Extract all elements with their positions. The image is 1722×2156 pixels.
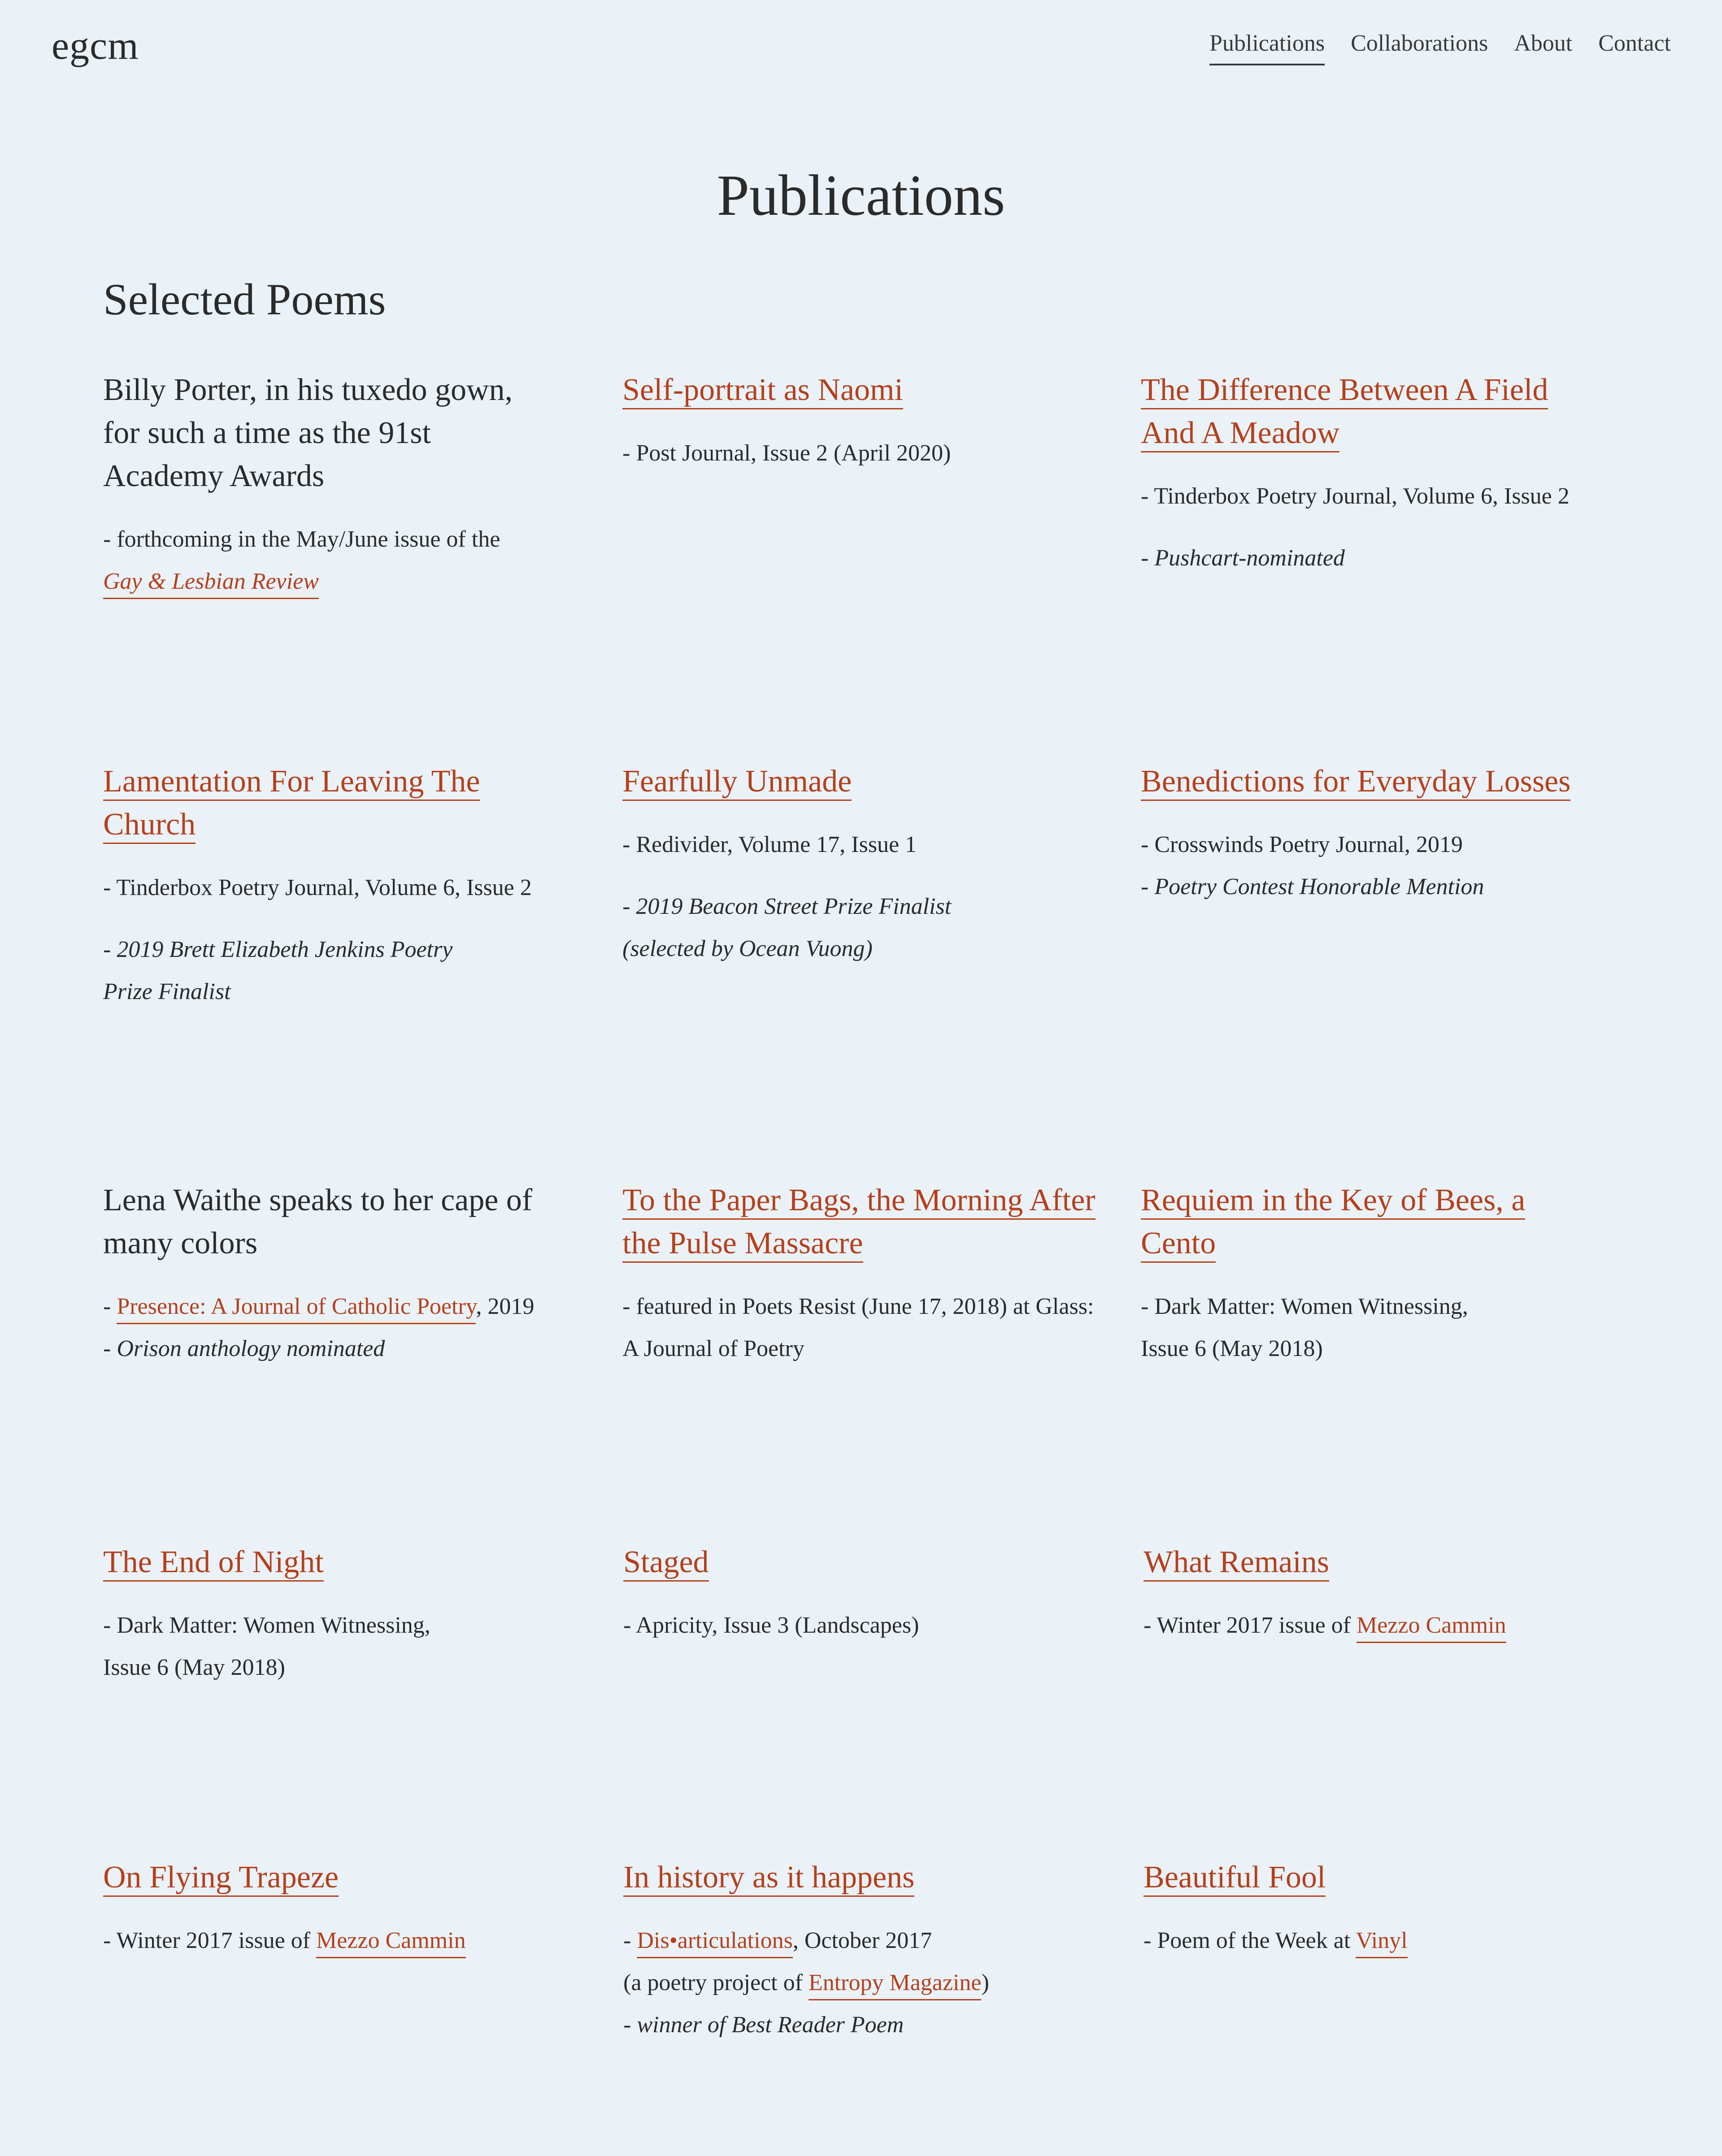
poem-title-link[interactable]: Requiem in the Key of Bees, a Cento bbox=[1141, 1179, 1535, 1265]
nav-publications[interactable]: Publications bbox=[1209, 30, 1325, 65]
poem-entry bbox=[1144, 1856, 1596, 1962]
poem-title-link[interactable]: To the Paper Bags, the Morning After the Pulse Massacre bbox=[622, 1179, 1102, 1265]
poem-entry bbox=[1144, 1541, 1596, 1647]
nav-contact[interactable]: Contact bbox=[1598, 30, 1671, 56]
poem-publication: - Tinderbox Poetry Journal, Volume 6, Issue 2 bbox=[103, 875, 532, 900]
poem-entry bbox=[103, 1541, 543, 1689]
poem-title-link[interactable]: The End of Night bbox=[103, 1541, 543, 1584]
poem-entry bbox=[623, 1856, 1076, 2046]
site-logo[interactable]: egcm bbox=[52, 24, 139, 68]
publication-link[interactable]: Mezzo Cammin bbox=[316, 1928, 466, 1958]
poem-entry bbox=[1141, 369, 1594, 579]
poem-publication: - Crosswinds Poetry Journal, 2019 bbox=[1141, 832, 1463, 857]
publication-link[interactable]: Dis•articulations bbox=[637, 1928, 792, 1958]
nav-about[interactable]: About bbox=[1514, 30, 1573, 56]
poem-publication: - Poem of the Week at Vinyl bbox=[1144, 1920, 1596, 1962]
poem-note: - Pushcart-nominated bbox=[1141, 545, 1345, 571]
poem-entry bbox=[103, 1856, 543, 1962]
poem-note: - Poetry Contest Honorable Mention bbox=[1141, 874, 1484, 900]
poem-entry bbox=[1141, 1179, 1535, 1370]
poem-publication: - Dark Matter: Women Witnessing, Issue 6 (May 2018) bbox=[1141, 1294, 1468, 1361]
poem-title-link[interactable]: Fearfully Unmade bbox=[622, 760, 1075, 803]
poem-entry bbox=[622, 760, 1075, 970]
poem-publication: - forthcoming in the May/June issue of the Gay & Lesbian Review bbox=[103, 518, 543, 603]
section-title: Selected Poems bbox=[103, 274, 386, 324]
main-nav bbox=[1209, 30, 1671, 65]
poem-publication: - Dark Matter: Women Witnessing, Issue 6 (May 2018) bbox=[103, 1613, 430, 1680]
poem-note: - winner of Best Reader Poem bbox=[623, 2012, 904, 2038]
publication-link[interactable]: Presence: A Journal of Catholic Poetry bbox=[117, 1294, 476, 1324]
publication-link[interactable]: Mezzo Cammin bbox=[1357, 1613, 1506, 1643]
poem-publication-note: (a poetry project of Entropy Magazine) bbox=[623, 1962, 1076, 2004]
nav-collaborations[interactable]: Collaborations bbox=[1351, 30, 1488, 56]
poem-publication: - featured in Poets Resist (June 17, 2018) at Glass: A Journal of Poetry bbox=[622, 1294, 1094, 1361]
poem-entry bbox=[622, 369, 1075, 474]
poem-note: - 2019 Beacon Street Prize Finalist (selected by Ocean Vuong) bbox=[622, 894, 952, 961]
poem-entry bbox=[103, 760, 543, 1013]
poem-note: - Orison anthology nominated bbox=[103, 1336, 385, 1361]
poem-publication: - Redivider, Volume 17, Issue 1 bbox=[622, 832, 917, 857]
poem-title-link[interactable]: On Flying Trapeze bbox=[103, 1856, 543, 1899]
publication-link[interactable]: Vinyl bbox=[1356, 1928, 1407, 1958]
poem-title-link[interactable]: Beautiful Fool bbox=[1144, 1856, 1596, 1899]
poem-title-link[interactable]: Staged bbox=[623, 1541, 1076, 1584]
magazine-link[interactable]: Entropy Magazine bbox=[809, 1970, 982, 2000]
poem-title-link[interactable]: Lamentation For Leaving The Church bbox=[103, 760, 543, 846]
poem-entry bbox=[103, 369, 543, 603]
poem-publication: - Winter 2017 issue of Mezzo Cammin bbox=[1144, 1604, 1596, 1647]
page-title: Publications bbox=[717, 163, 1005, 228]
poem-publication: - Dis•articulations, October 2017 bbox=[623, 1920, 1076, 1962]
poem-publication: - Winter 2017 issue of Mezzo Cammin bbox=[103, 1920, 543, 1962]
poem-title: Lena Waithe speaks to her cape of many colors bbox=[103, 1183, 533, 1261]
poem-publication: - Presence: A Journal of Catholic Poetry, 2019 bbox=[103, 1286, 543, 1328]
poem-entry bbox=[622, 1179, 1102, 1370]
poem-title: Billy Porter, in his tuxedo gown, for such a time as the 91st Academy Awards bbox=[103, 373, 513, 493]
poem-entry bbox=[623, 1541, 1076, 1647]
poem-title-link[interactable]: In history as it happens bbox=[623, 1856, 1076, 1899]
poem-title-link[interactable]: The Difference Between A Field And A Meadow bbox=[1141, 369, 1594, 455]
poem-publication: - Post Journal, Issue 2 (April 2020) bbox=[622, 440, 951, 466]
poem-note: - 2019 Brett Elizabeth Jenkins Poetry Prize Finalist bbox=[103, 937, 453, 1004]
poem-entry bbox=[1141, 760, 1594, 908]
poem-publication: - Tinderbox Poetry Journal, Volume 6, Issue 2 bbox=[1141, 483, 1570, 509]
poem-title-link[interactable]: Benedictions for Everyday Losses bbox=[1141, 760, 1594, 803]
poem-publication: - Apricity, Issue 3 (Landscapes) bbox=[623, 1613, 919, 1638]
poem-title-link[interactable]: What Remains bbox=[1144, 1541, 1596, 1584]
poem-title-link[interactable]: Self-portrait as Naomi bbox=[622, 369, 1075, 412]
publication-link[interactable]: Gay & Lesbian Review bbox=[103, 569, 319, 599]
poem-entry bbox=[103, 1179, 543, 1370]
